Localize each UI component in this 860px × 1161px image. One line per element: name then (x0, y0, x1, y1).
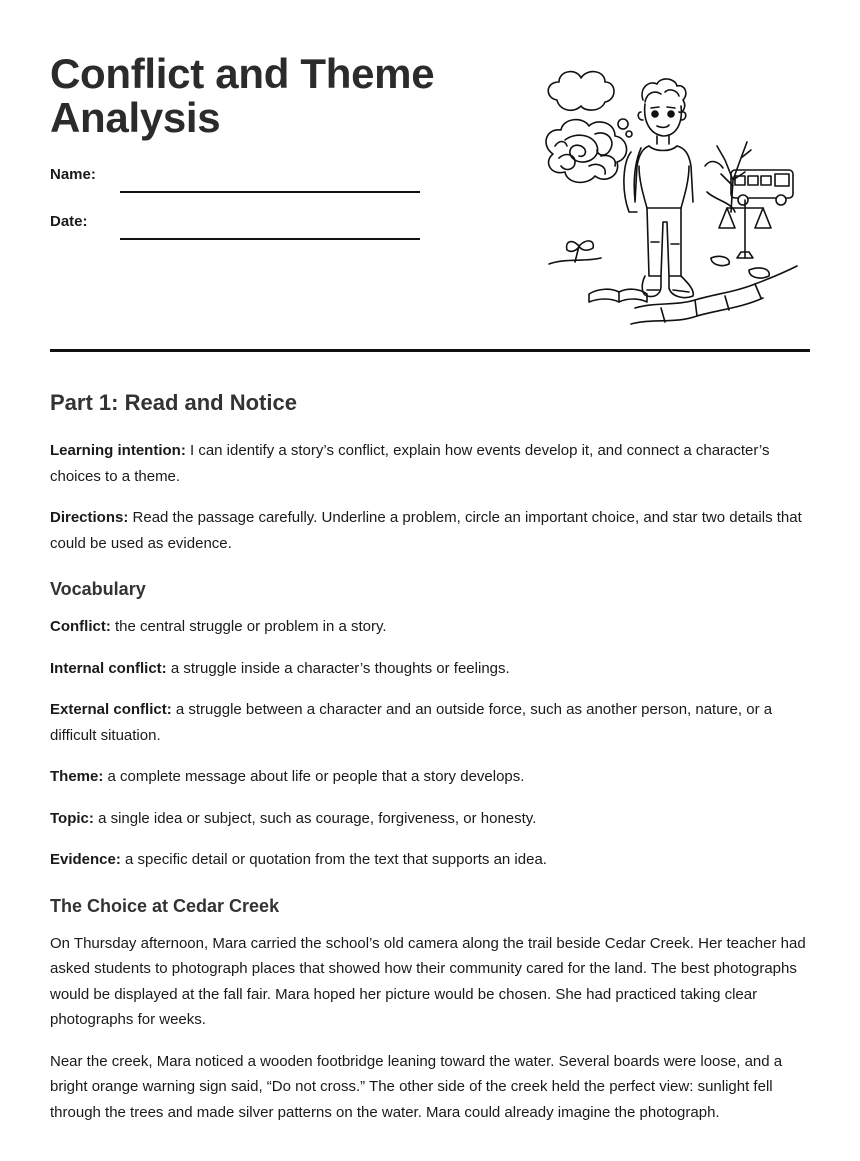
balance-scales-icon (719, 200, 771, 258)
name-input-line[interactable] (120, 191, 420, 193)
vocab-item (50, 697, 810, 748)
tangled-thoughts-icon (546, 120, 627, 183)
vocab-item (50, 806, 810, 832)
story-paragraph: Near the creek, Mara noticed a wooden footbridge leaning toward the water. Several boards were loose, and a bright orange warning sign said, “Do not cross.” The other side of the creek held the perfect view: sunlight fell through the trees and made silver patterns on the water. Mara could already imagine the photograph. (50, 1052, 783, 1121)
vocab-item (50, 614, 810, 640)
vocab-term: Topic: (50, 809, 94, 827)
boy-figure-icon (624, 79, 693, 298)
sprout-plant-icon (549, 241, 601, 264)
directions-label: Directions: (50, 509, 129, 526)
vocab-term: External conflict: (50, 701, 172, 718)
page-title: Conflict and Theme Analysis (50, 50, 435, 141)
vocab-definition: a specific detail or quotation from the text that supports an idea. (125, 851, 547, 868)
learning-intention-text: I can identify a story’s conflict, explain how events develop it, and connect a character’s choices to a theme. (50, 442, 770, 485)
directions-text: Read the passage carefully. Underline a problem, circle an important choice, and star two details that could be used as evidence. (50, 509, 802, 552)
vocab-term: Conflict: (50, 618, 111, 635)
vocab-item (50, 764, 810, 790)
vocabulary-heading: Vocabulary (50, 579, 146, 599)
date-input-line[interactable] (120, 238, 420, 240)
vocab-item (50, 656, 810, 682)
vocab-definition: a single idea or subject, such as courage, forgiveness, or honesty. (98, 809, 537, 827)
name-label: Name: (50, 166, 96, 183)
vocab-item (50, 847, 810, 873)
worksheet-content (50, 388, 810, 1141)
vocab-term: Theme: (50, 768, 104, 785)
header-divider (50, 349, 810, 352)
story-paragraph: On Thursday afternoon, Mara carried the school’s old camera along the trail beside Cedar Creek. Her teacher had asked students to photograph places that showed how their community cared for the land. The best photographs would be displayed at the fall fair. Mara hoped her picture would be chosen. She had practiced taking clear photographs for weeks. (50, 934, 806, 1028)
vocab-definition: a complete message about life or people that a story develops. (107, 768, 525, 785)
vocab-term: Evidence: (50, 851, 121, 868)
date-label: Date: (50, 213, 88, 230)
vocab-term: Internal conflict: (50, 659, 167, 677)
learning-intention-label: Learning intention: (50, 442, 186, 459)
school-bus-icon (731, 170, 793, 205)
learning-intention (50, 438, 810, 489)
date-field[interactable] (50, 213, 420, 243)
thought-cloud-icon (548, 72, 632, 137)
story-heading: The Choice at Cedar Creek (50, 895, 280, 916)
vocab-definition: the central struggle or problem in a story. (115, 618, 387, 635)
boy-thinking-at-creek-illustration (535, 62, 805, 332)
vocab-definition: a struggle inside a character’s thoughts or feelings. (170, 659, 510, 677)
part1-heading: Part 1: Read and Notice (50, 390, 297, 415)
vocab-definition: a struggle between a character and an outside force, such as another person, nature, or a difficult situation. (50, 701, 773, 744)
name-field[interactable] (50, 166, 420, 196)
directions (50, 505, 810, 556)
open-book-icon (589, 289, 647, 302)
